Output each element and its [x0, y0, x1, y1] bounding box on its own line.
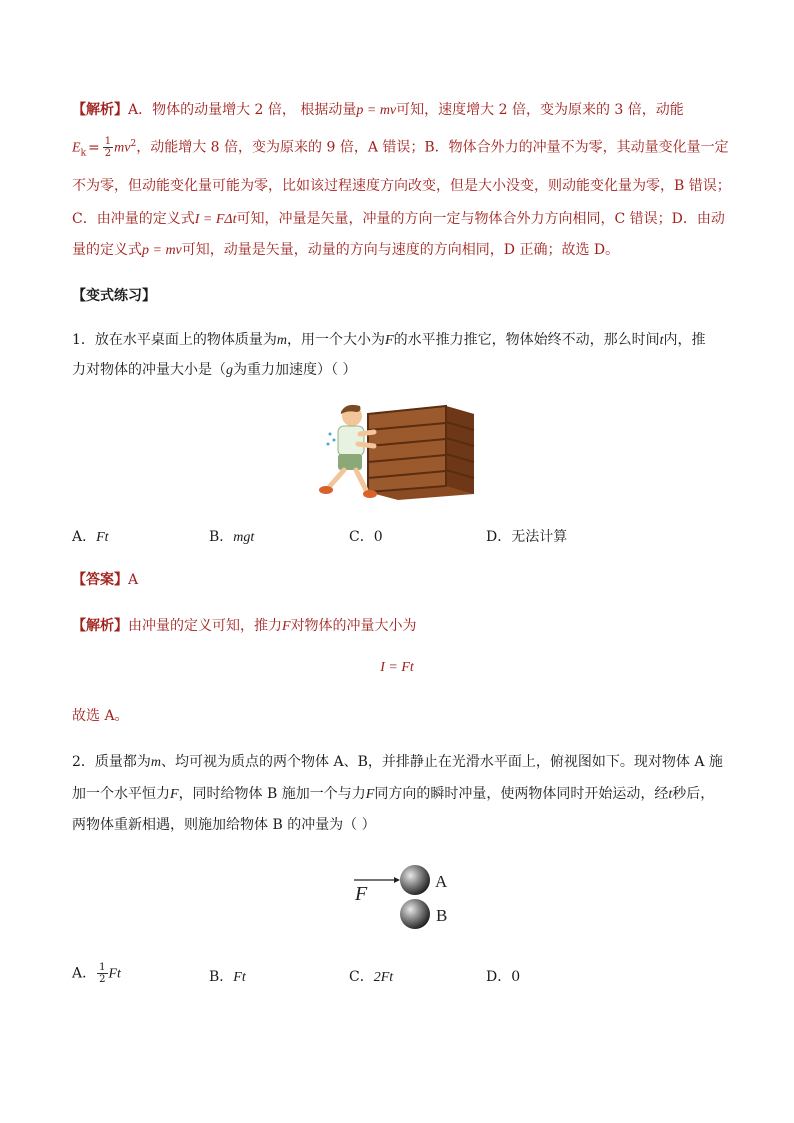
analysis-line-4: C．由冲量的定义式I = FΔt可知，冲量是矢量，冲量的方向一定与物体合外力方向相同，C 错误；D．由动 [72, 211, 725, 227]
ball-a [400, 865, 430, 895]
q1-option-c[interactable]: C．0 [349, 529, 383, 545]
q1-option-d[interactable]: D．无法计算 [486, 529, 568, 545]
q1-option-b[interactable]: B．mgt [209, 529, 255, 545]
ball-b [400, 899, 430, 929]
q2-line-2: 加一个水平恒力F，同时给物体 B 施加一个与力F同方向的瞬时冲量，使两物体同时开始运动，经t秒后， [72, 786, 715, 802]
q1-options [72, 526, 692, 546]
analysis-line-5: 量的定义式p = mv可知，动量是矢量，动量的方向与速度的方向相同，D 正确；故选 D。 [72, 242, 620, 258]
q2-option-c[interactable]: C．2Ft [349, 969, 394, 985]
force-label: F [355, 883, 368, 905]
boy-pushing-crate-illustration [316, 400, 478, 504]
q1-conclusion: 故选 A。 [72, 708, 129, 724]
two-balls-force-diagram [350, 862, 460, 934]
fraction: $\frac{1}{2}$ [99, 962, 106, 985]
q2-options [72, 962, 692, 986]
q1-line-2: 力对物体的冲量大小是（g为重力加速度）（ ） [72, 362, 357, 378]
q1-analysis: 【解析】由冲量的定义可知，推力F对物体的冲量大小为 [72, 618, 417, 634]
answer-value: A [128, 572, 139, 588]
q1-answer [72, 570, 138, 590]
q1-option-a[interactable]: A．Ft [72, 529, 109, 545]
q1-line-1: 1．放在水平桌面上的物体质量为m，用一个大小为F的水平推力推它，物体始终不动，那么时间t内，推 [72, 332, 706, 348]
ball-b-label: B [436, 906, 448, 925]
practice-heading: 【变式练习】 [72, 288, 156, 304]
q1-equation: I = Ft [380, 660, 414, 675]
analysis-line-3: 不为零，但动能变化量可能为零，比如该过程速度方向改变，但是大小没变，则动能变化量为零，B 错误； [72, 178, 731, 194]
q2-option-a[interactable]: A． $\frac{1}{2}$ Ft [72, 962, 121, 985]
analysis-label: 【解析】 [72, 618, 128, 634]
q2-option-d[interactable]: D．0 [486, 969, 521, 985]
fraction: $\frac{1}{2}$ [104, 136, 112, 160]
analysis-line-1: 【解析】A．物体的动量增大 2 倍， 根据动量p = mv可知，速度增大 2 倍，变为原来的 3 倍，动能 [72, 102, 684, 118]
q2-line-1: 2．质量都为m、均可视为质点的两个物体 A、B，并排静止在光滑水平面上，俯视图如下。现对物体 A 施 [72, 754, 723, 770]
ball-a-label: A [435, 872, 448, 891]
answer-label: 【答案】 [72, 572, 128, 588]
analysis-line-2: $E_k$ = $\frac{1}{2}$ $mv^2$，动能增大 8 倍，变为原来的 9 倍，A 错误；B．物体合外力的冲量不为零，其动量变化量一定 [72, 136, 729, 160]
q2-option-b[interactable]: B．Ft [209, 969, 246, 985]
q2-line-3: 两物体重新相遇，则施加给物体 B 的冲量为（ ） [72, 817, 376, 833]
analysis-label: 【解析】 [72, 102, 128, 118]
